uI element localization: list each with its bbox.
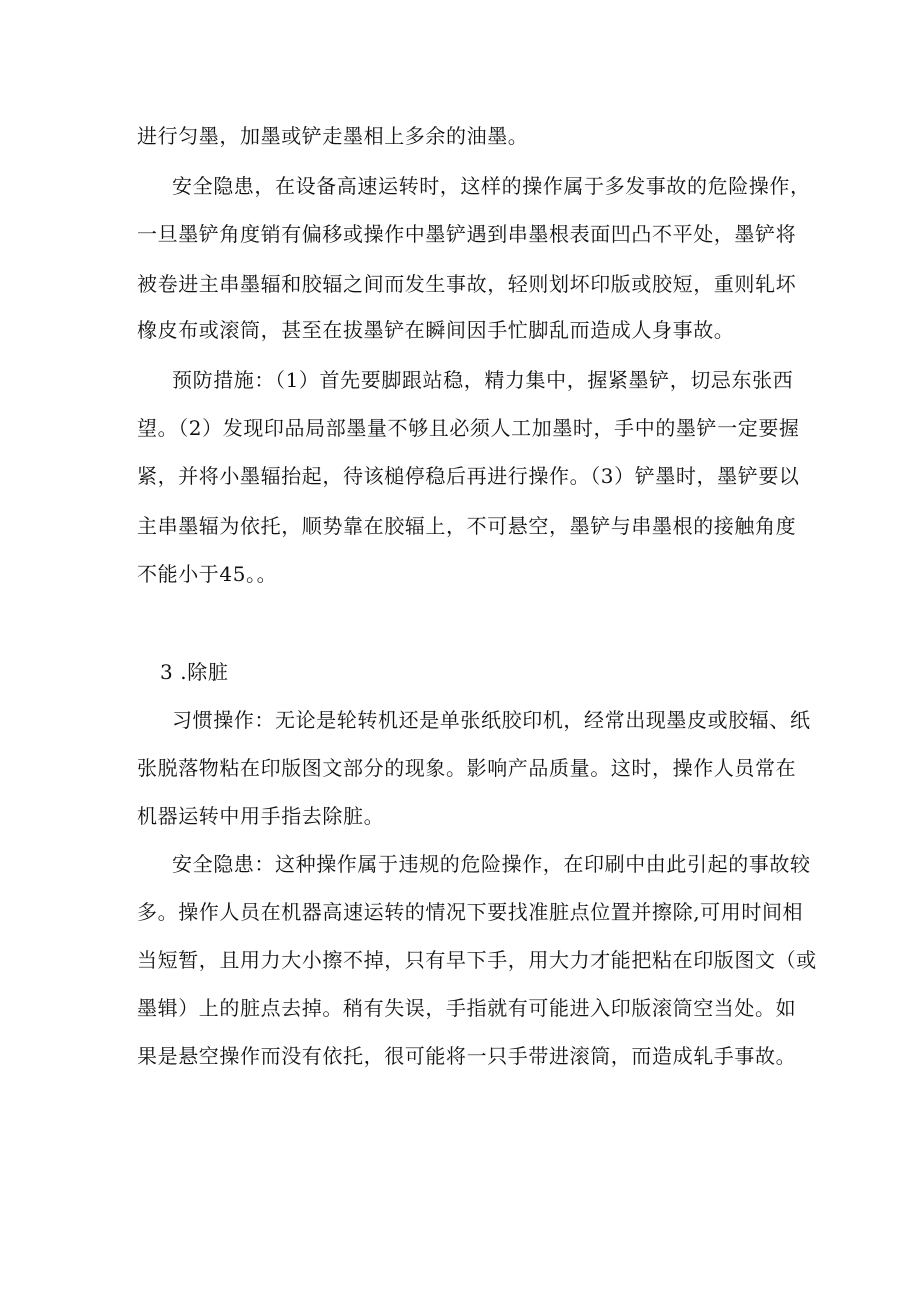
paragraph-habit: 习惯操作：无论是轮转机还是单张纸胶印机，经常出现墨皮或胶辐、纸: [172, 708, 811, 732]
text-line: 紧，并将小墨辐抬起，待该槌停稳后再进行操作。（3）铲墨时，墨铲要以: [137, 464, 800, 488]
text-line: 被卷进主串墨辐和胶辐之间而发生事故，轻则划坏印版或胶短，重则轧坏: [137, 272, 797, 296]
text-line: 张脱落物粘在印版图文部分的现象。影响产品质量。这时，操作人员常在: [137, 756, 797, 780]
text-line: 果是悬空操作而没有依托，很可能将一只手带进滚筒，而造成轧手事故。: [137, 1044, 797, 1068]
text-line: 墨辑）上的脏点去掉。稍有失误，手指就有可能进入印版滚筒空当处。如: [137, 996, 797, 1020]
paragraph-prevention: 预防措施：（1）首先要脚跟站稳，精力集中，握紧墨铲，切忌东张西: [172, 368, 794, 392]
text-line: 橡皮布或滚筒，甚至在拔墨铲在瞬间因手忙脚乱而造成人身事故。: [137, 318, 735, 342]
section-heading: 3 .除脏: [160, 660, 229, 684]
text-line: 进行匀墨，加墨或铲走墨相上多余的油墨。: [137, 124, 529, 148]
paragraph-safety-hazard-1: 安全隐患，在设备高速运转时，这样的操作属于多发事故的危险操作，: [172, 174, 811, 198]
text-line: 当短暂，且用力大小擦不掉，只有早下手，用大力才能把粘在印版图文（或: [137, 948, 817, 972]
text-line: 主串墨辐为依托，顺势靠在胶辐上，不可悬空，墨铲与串墨根的接触角度: [137, 514, 797, 538]
text-line: 一旦墨铲角度销有偏移或操作中墨铲遇到串墨根表面凹凸不平处，墨铲将: [137, 222, 797, 246]
text-line: 望。（2）发现印品局部墨量不够且必须人工加墨时，手中的墨铲一定要握: [137, 416, 800, 440]
text-line: 多。操作人员在机器高速运转的情况下要找准脏点位置并擦除,可用时间相: [137, 900, 804, 924]
paragraph-safety-hazard-2: 安全隐患：这种操作属于违规的危险操作，在印刷中由此引起的事故较: [172, 852, 811, 876]
text-line: 机器运转中用手指去除脏。: [137, 804, 385, 828]
text-line: 不能小于45。。: [137, 562, 278, 586]
